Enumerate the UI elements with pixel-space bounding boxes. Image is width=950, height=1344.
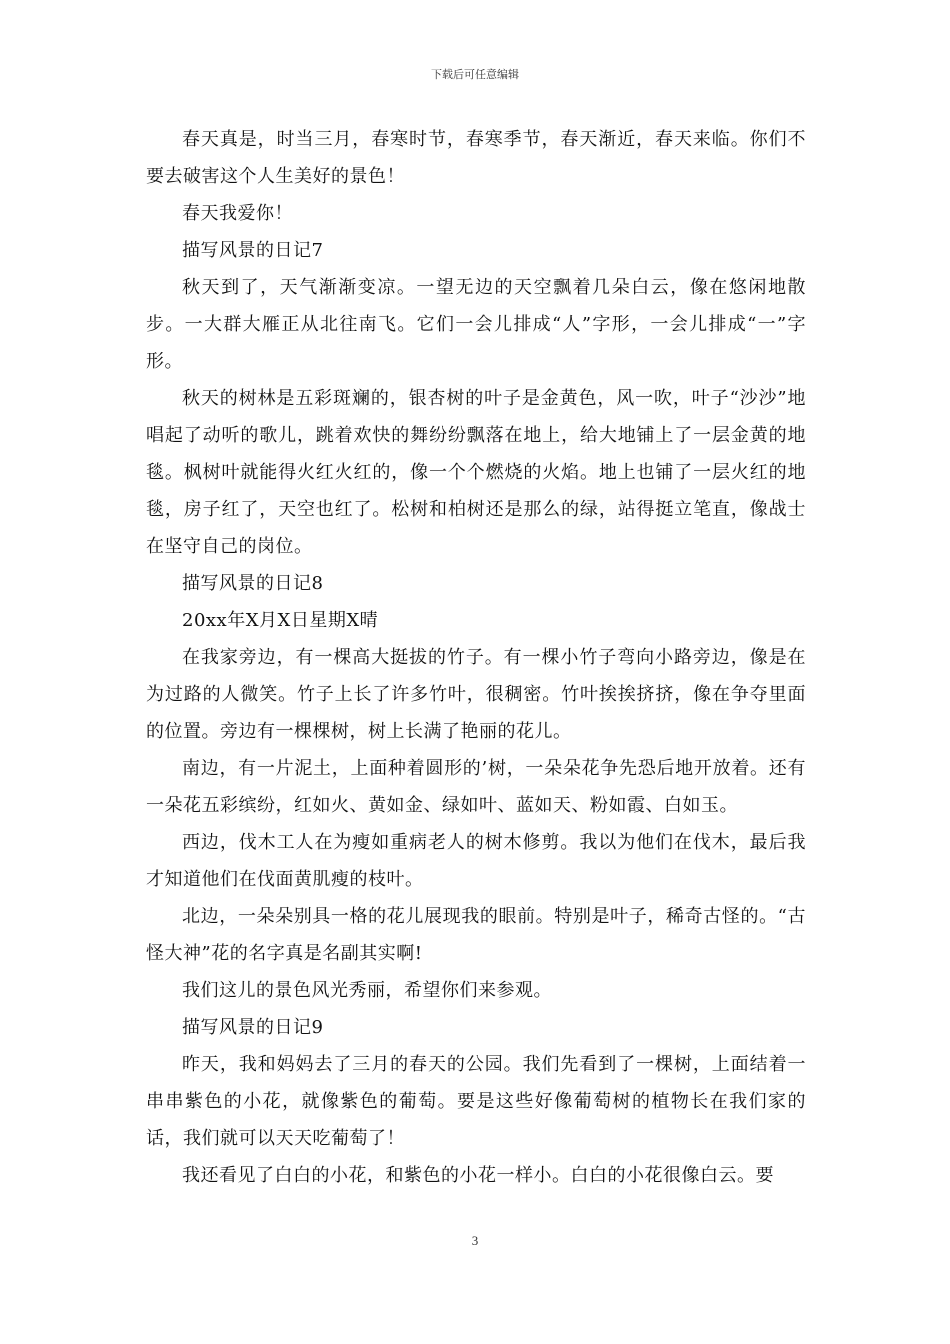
paragraph: 春天真是，时当三月，春寒时节，春寒季节，春天渐近，春天来临。你们不要去破害这个人生美好的景色！ (146, 129, 806, 187)
page-number: 3 (471, 1233, 479, 1248)
section-heading: 描写风景的日记9 (182, 1017, 324, 1038)
paragraph: 春天我爱你！ (182, 203, 293, 224)
date-line: 20xx年X月X日星期X晴 (182, 610, 379, 631)
paragraph: 西边，伐木工人在为瘦如重病老人的树木修剪。我以为他们在伐木，最后我才知道他们在伐面黄肌瘦的枝叶。 (146, 832, 806, 890)
paragraph: 昨天，我和妈妈去了三月的春天的公园。我们先看到了一棵树，上面结着一串串紫色的小花，就像紫色的葡萄。要是这些好像葡萄树的植物长在我们家的话，我们就可以天天吃葡萄了！ (146, 1054, 806, 1149)
document-body (146, 121, 806, 1194)
paragraph: 我们这儿的景色风光秀丽，希望你们来参观。 (182, 980, 552, 1001)
section-heading: 描写风景的日记7 (182, 240, 324, 261)
paragraph: 秋天的树林是五彩斑斓的，银杏树的叶子是金黄色，风一吹，叶子“沙沙”地唱起了动听的歌儿，跳着欢快的舞纷纷飘落在地上，给大地铺上了一层金黄的地毯。枫树叶就能得火红火红的，像一个个燃烧的火焰。地上也铺了一层火红的地毯，房子红了，天空也红了。松树和柏树还是那么的绿，站得挺立笔直，像战士在坚守自己的岗位。 (146, 388, 806, 557)
page-header: 下载后可任意编辑 (431, 68, 519, 81)
section-heading: 描写风景的日记8 (182, 573, 324, 594)
paragraph: 秋天到了，天气渐渐变凉。一望无边的天空飘着几朵白云，像在悠闲地散步。一大群大雁正从北往南飞。它们一会儿排成“人”字形，一会儿排成“一”字形。 (146, 277, 806, 372)
paragraph: 南边，有一片泥土，上面种着圆形的’树，一朵朵花争先恐后地开放着。还有一朵花五彩缤纷，红如火、黄如金、绿如叶、蓝如天、粉如霞、白如玉。 (146, 758, 806, 816)
paragraph: 我还看见了白白的小花，和紫色的小花一样小。白白的小花很像白云。要 (182, 1165, 774, 1186)
paragraph: 在我家旁边，有一棵高大挺拔的竹子。有一棵小竹子弯向小路旁边，像是在为过路的人微笑。竹子上长了许多竹叶，很稠密。竹叶挨挨挤挤，像在争夺里面的位置。旁边有一棵棵树，树上长满了艳丽的花儿。 (146, 647, 806, 742)
paragraph: 北边，一朵朵别具一格的花儿展现我的眼前。特别是叶子，稀奇古怪的。“古怪大神”花的名字真是名副其实啊! (146, 906, 806, 964)
